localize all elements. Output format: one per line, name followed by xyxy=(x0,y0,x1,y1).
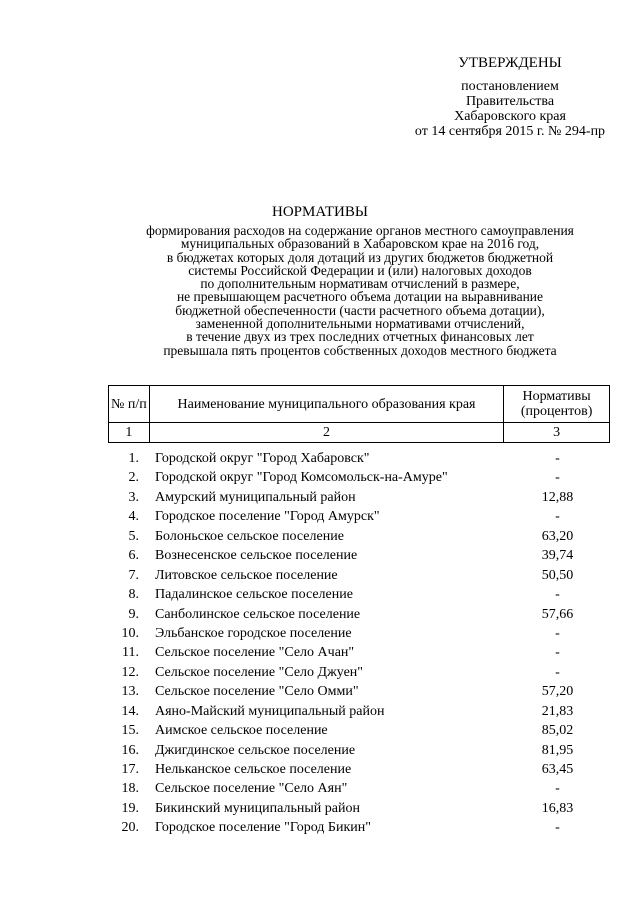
row-name: Сельское поселение "Село Джуен" xyxy=(155,664,364,680)
row-name: Эльбанское городское поселение xyxy=(155,625,352,641)
approval-heading: УТВЕРЖДЕНЫ xyxy=(458,55,562,71)
row-name: Джигдинское сельское поселение xyxy=(155,742,356,758)
table-row xyxy=(108,605,610,624)
subtitle-line: замененной дополнительными нормативами отчислений, xyxy=(195,316,525,332)
header-name: Наименование муниципального образования края xyxy=(149,386,503,423)
table-row xyxy=(108,449,610,468)
table-body xyxy=(108,449,610,838)
row-name: Городское поселение "Город Бикин" xyxy=(155,820,371,836)
row-value: 16,83 xyxy=(541,800,574,816)
row-name: Бикинский муниципальный район xyxy=(155,800,360,816)
row-num: 2. xyxy=(128,470,139,486)
table-row xyxy=(108,779,610,798)
table-row xyxy=(108,507,610,526)
row-num: 17. xyxy=(121,762,139,777)
approval-line: постановлением xyxy=(461,79,559,94)
subtitle-line: превышала пять процентов собственных доходов местного бюджета xyxy=(163,342,557,358)
row-value: 81,95 xyxy=(541,742,574,758)
row-name: Аимское сельское поселение xyxy=(155,723,328,739)
approval-block xyxy=(392,56,628,139)
table-row xyxy=(108,585,610,604)
row-value: - xyxy=(555,781,560,797)
table-row xyxy=(108,663,610,682)
row-name: Падалинское сельское поселение xyxy=(155,587,353,603)
table-row xyxy=(108,721,610,740)
table-row xyxy=(108,643,610,662)
row-value: - xyxy=(555,451,560,466)
row-num: 10. xyxy=(121,625,139,641)
row-num: 14. xyxy=(121,703,139,719)
row-num: 12. xyxy=(121,664,139,680)
row-name: Городской округ "Город Хабаровск" xyxy=(155,451,370,466)
row-value: - xyxy=(555,820,560,836)
row-name: Нельканское сельское поселение xyxy=(155,762,352,777)
subtitle-line: в бюджетах которых доля дотаций из других бюджетов бюджетной xyxy=(166,249,554,265)
row-num: 18. xyxy=(121,781,139,797)
row-value: 12,88 xyxy=(541,489,574,505)
table-row xyxy=(108,527,610,546)
row-value: 57,66 xyxy=(541,606,574,622)
row-num: 3. xyxy=(128,489,139,505)
table-row xyxy=(108,468,610,487)
table-header xyxy=(108,385,610,443)
row-value: 63,20 xyxy=(541,528,574,544)
document-title: НОРМАТИВЫ xyxy=(272,204,368,220)
row-num: 15. xyxy=(121,723,139,739)
subtitle-line: не превышающем расчетного объема дотации на выравнивание xyxy=(176,289,544,305)
subtitle-line: в течение двух из трех последних отчетных финансовых лет xyxy=(186,329,534,345)
row-value: 57,20 xyxy=(541,684,574,700)
row-num: 20. xyxy=(121,820,139,836)
row-name: Болоньское сельское поселение xyxy=(155,528,344,544)
table-row xyxy=(108,546,610,565)
approval-date: от 14 сентября 2015 г. № 294-пр xyxy=(414,124,606,139)
row-value: - xyxy=(555,625,560,641)
table-row xyxy=(108,624,610,643)
row-name: Сельское поселение "Село Аян" xyxy=(155,781,348,797)
row-num: 19. xyxy=(121,800,139,816)
row-num: 16. xyxy=(121,742,139,758)
table-row xyxy=(108,760,610,779)
row-num: 13. xyxy=(121,684,139,700)
row-value: - xyxy=(555,509,560,525)
row-name: Санболинское сельское поселение xyxy=(155,606,361,622)
row-value: 21,83 xyxy=(541,703,574,719)
subtitle-line: системы Российской Федерации и (или) налоговых доходов xyxy=(188,262,532,278)
table-row xyxy=(108,741,610,760)
header-norm: Нормативы (процентов) xyxy=(504,386,610,423)
table-row xyxy=(108,566,610,585)
row-value: 39,74 xyxy=(541,548,574,564)
column-number: 1 xyxy=(109,423,150,443)
document-subtitle xyxy=(100,224,620,357)
table-row xyxy=(108,682,610,701)
subtitle-line: бюджетной обеспеченности (части расчетного объема дотации), xyxy=(175,302,545,318)
row-value: - xyxy=(555,587,560,603)
subtitle-line: муниципальных образований в Хабаровском крае на 2016 год, xyxy=(180,236,540,252)
row-num: 7. xyxy=(128,567,139,583)
row-value: 85,02 xyxy=(541,723,574,739)
row-value: - xyxy=(555,664,560,680)
row-value: - xyxy=(555,470,560,486)
table-row xyxy=(108,799,610,818)
row-value: 63,45 xyxy=(541,762,574,777)
row-num: 5. xyxy=(128,528,139,544)
row-name: Сельское поселение "Село Ачан" xyxy=(155,645,355,661)
row-name: Литовское сельское поселение xyxy=(155,567,338,583)
row-name: Городской округ "Город Комсомольск-на-Амуре" xyxy=(155,470,448,486)
subtitle-line: формирования расходов на содержание органов местного самоуправления xyxy=(146,223,574,238)
table-row xyxy=(108,818,610,837)
row-num: 1. xyxy=(128,451,139,466)
row-value: 50,50 xyxy=(541,567,574,583)
row-num: 6. xyxy=(128,548,139,564)
header-num: № п/п xyxy=(109,386,150,423)
row-name: Аяно-Майский муниципальный район xyxy=(155,703,385,719)
subtitle-line: по дополнительным нормативам отчислений в размере, xyxy=(200,276,520,292)
row-num: 11. xyxy=(122,645,139,661)
approval-line: Хабаровского края xyxy=(454,109,566,124)
row-name: Городское поселение "Город Амурск" xyxy=(155,509,380,525)
column-number: 3 xyxy=(504,423,610,443)
table-row xyxy=(108,488,610,507)
row-name: Сельское поселение "Село Омми" xyxy=(155,684,359,700)
row-value: - xyxy=(555,645,560,661)
row-name: Вознесенское сельское поселение xyxy=(155,548,358,564)
table-row xyxy=(108,702,610,721)
row-num: 4. xyxy=(128,509,139,525)
approval-line: Правительства xyxy=(465,94,555,109)
row-num: 9. xyxy=(128,606,139,622)
row-name: Амурский муниципальный район xyxy=(155,489,356,505)
row-num: 8. xyxy=(128,587,139,603)
column-number: 2 xyxy=(149,423,503,443)
